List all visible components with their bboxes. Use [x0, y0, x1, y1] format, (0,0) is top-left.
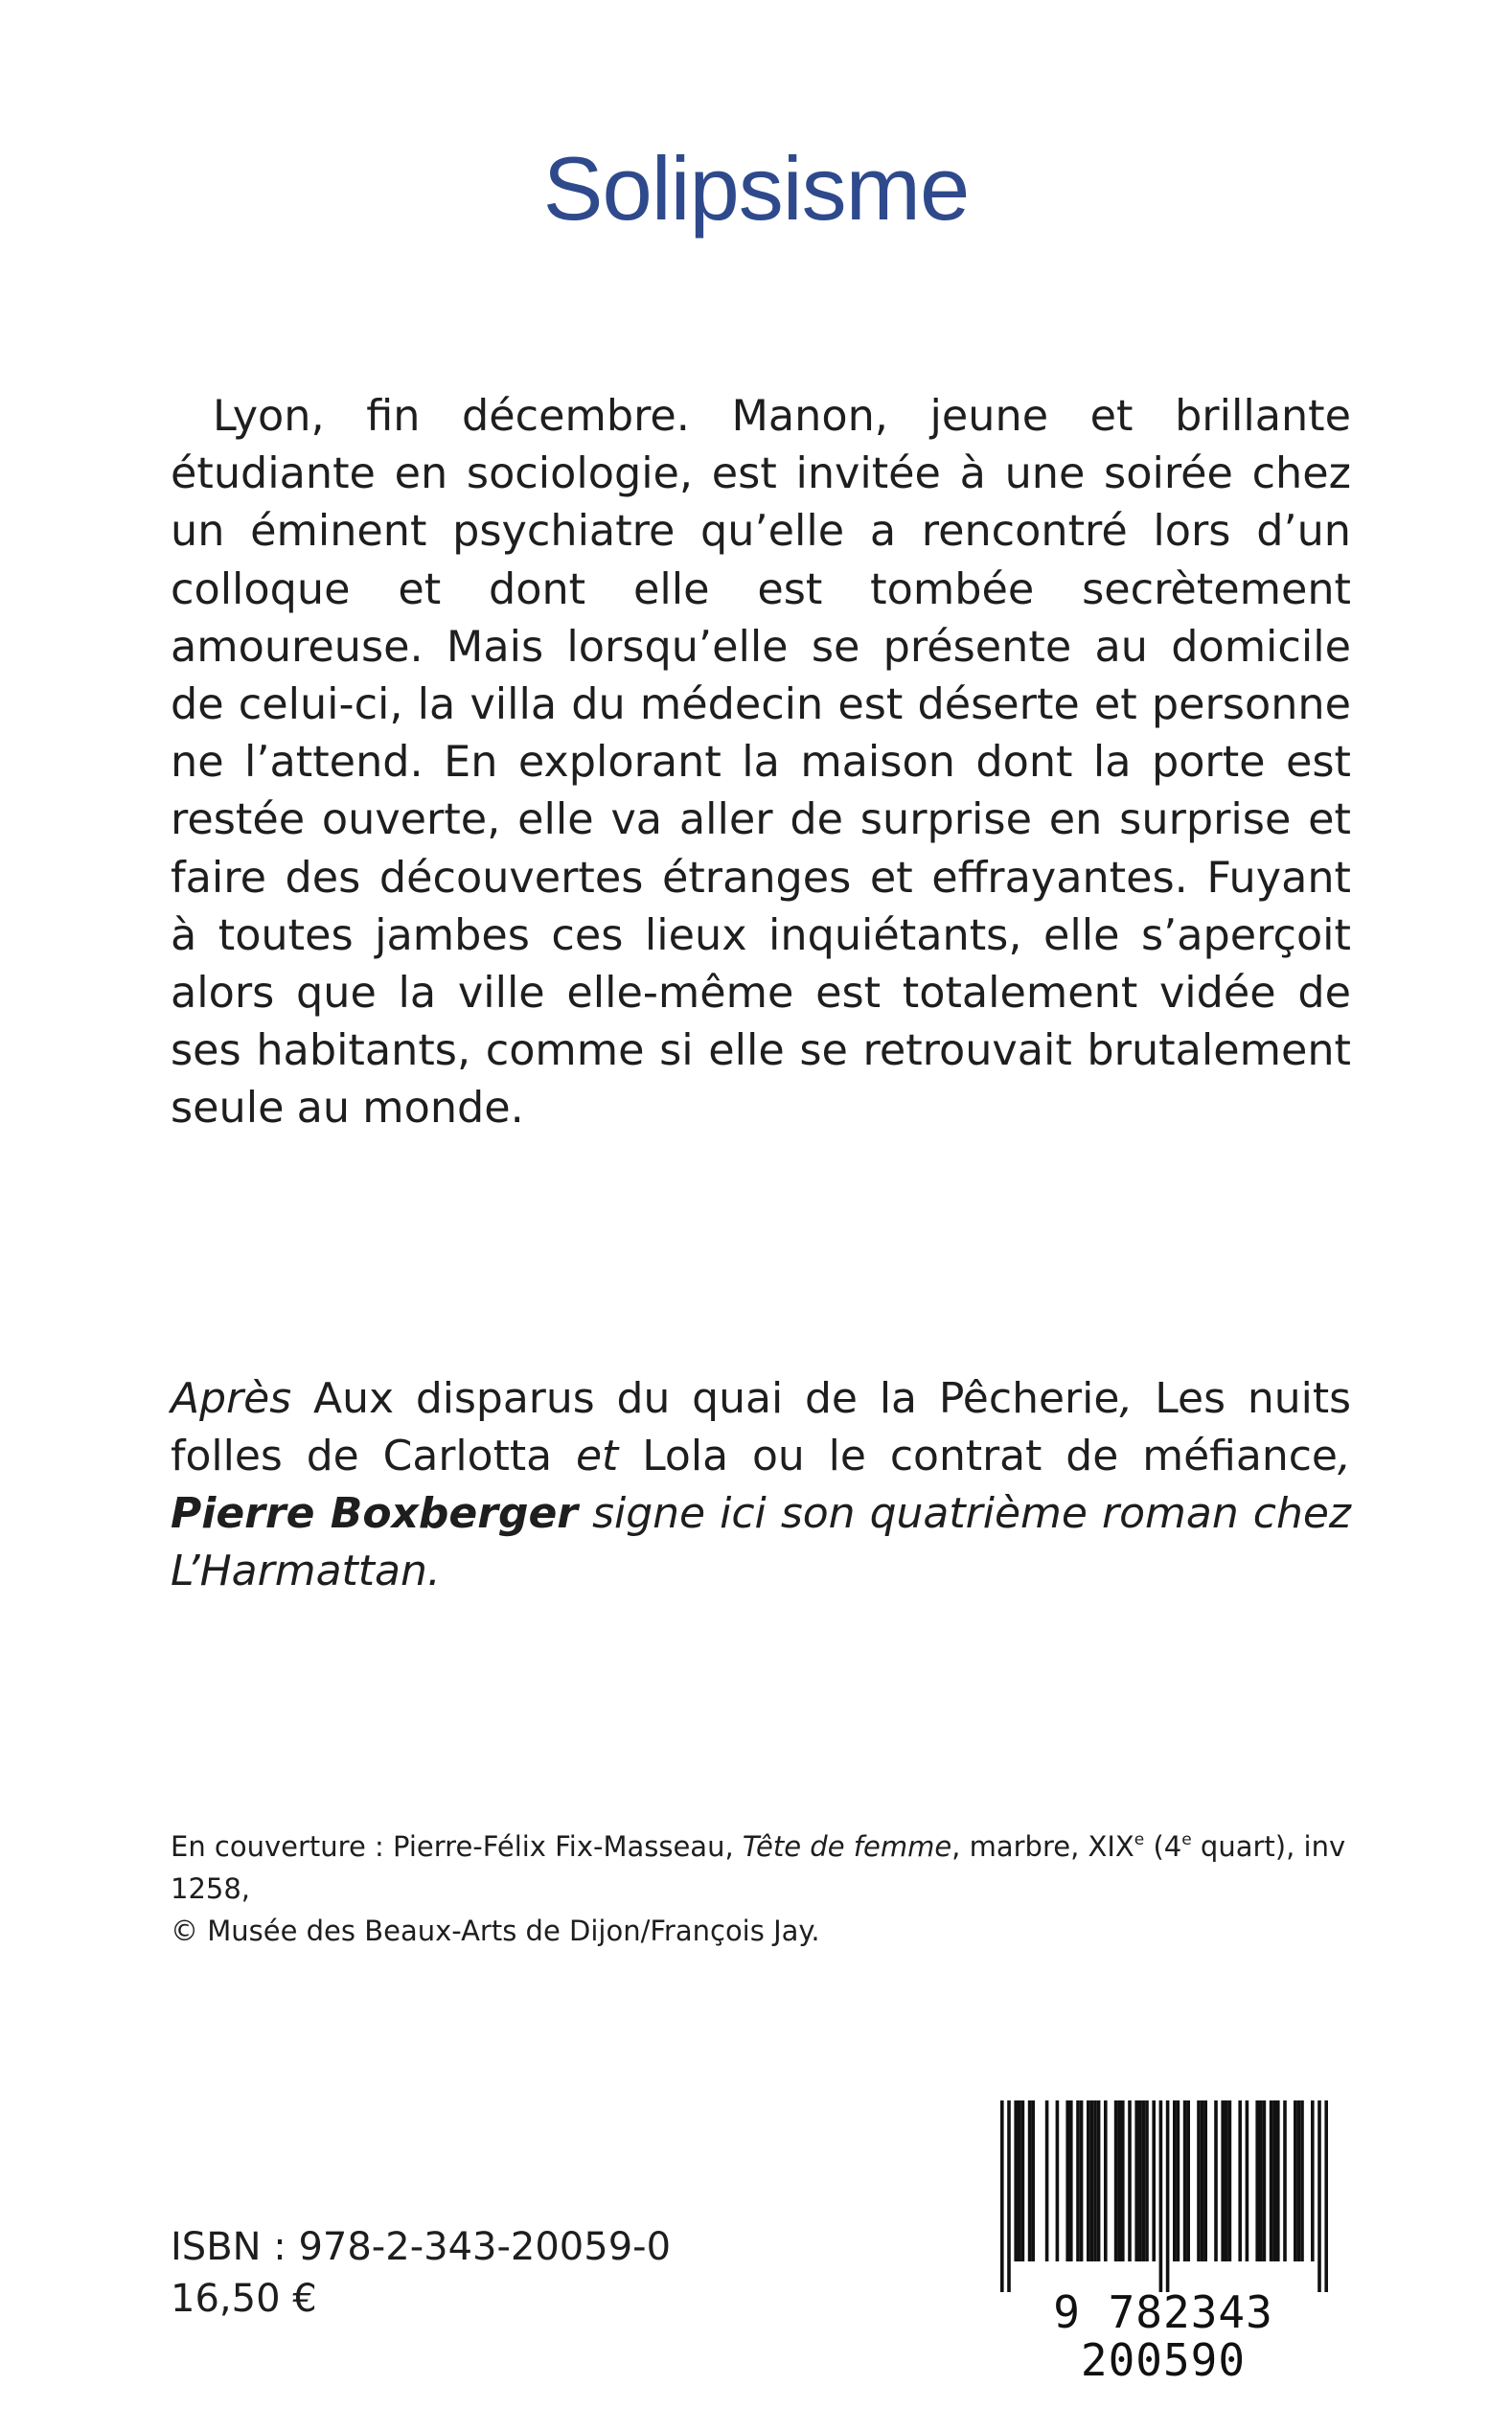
isbn-text: ISBN : 978-2-343-20059-0	[171, 2225, 672, 2269]
et-word: et	[575, 1432, 619, 1480]
barcode-bar	[1028, 2100, 1032, 2261]
barcode-bar	[1255, 2100, 1259, 2261]
barcode-bar	[1069, 2100, 1073, 2261]
barcode-bar	[1007, 2100, 1011, 2292]
barcode-bar	[1186, 2100, 1190, 2261]
barcode-bar	[1031, 2100, 1035, 2261]
barcode-bar	[1159, 2100, 1163, 2292]
author-note-tail: signe ici son quatrième roman chez L’Harmattan.	[171, 1489, 1351, 1595]
summary-paragraph: Lyon, fin décembre. Manon, jeune et brillante étudiante en sociologie, est invitée à une soirée chez un éminent psychiatre qu’elle a rencontré lors d’un colloque et dont elle est tombée secrètement amoureuse. Mais lorsqu’elle se présente au domicile de celui-ci, la villa du médecin est déserte et personne ne l’attend. En explorant la maison dont la porte est restée ouverte, elle va aller de surprise en surprise et faire des découvertes étranges et effrayantes. Fuyant à toutes jambes ces lieux inquiétants, elle s’aperçoit alors que la ville elle-même est totalement vidée de ses habitants, comme si elle se retrouvait brutalement seule au monde.	[171, 392, 1351, 1134]
credit-work-title: Tête de femme	[742, 1830, 952, 1863]
barcode-bar	[1152, 2100, 1156, 2261]
barcode-bar	[1263, 2100, 1267, 2261]
author-note	[171, 1370, 1351, 1600]
barcode-bar	[1283, 2100, 1287, 2261]
barcode-bar	[1183, 2100, 1187, 2261]
barcode-bar	[1138, 2100, 1142, 2261]
barcode-bar	[1270, 2100, 1273, 2261]
barcode-bar	[1045, 2100, 1049, 2261]
barcode-bar	[1201, 2100, 1204, 2261]
credit-sup-quarter: e	[1181, 1830, 1192, 1849]
barcode-bar	[1087, 2100, 1090, 2261]
barcode-bar	[1197, 2100, 1201, 2261]
cover-credit-line-1	[171, 1825, 1351, 1910]
barcode-bar	[1324, 2100, 1328, 2292]
credit-details-a: , marbre, XIX	[951, 1830, 1134, 1863]
previous-book-2: Les nuits folles de Carlotta	[171, 1374, 1352, 1480]
barcode-bar	[1311, 2100, 1315, 2261]
barcode-bar	[1000, 2100, 1004, 2292]
barcode-bar	[1090, 2100, 1094, 2261]
cover-credit	[171, 1825, 1351, 1952]
barcode-bar	[1056, 2100, 1060, 2261]
apres-word: Après	[171, 1374, 292, 1423]
barcode-bar	[1221, 2100, 1225, 2261]
barcode-bar	[1076, 2100, 1080, 2261]
barcode-bar	[1259, 2100, 1263, 2261]
comma-1: ,	[1119, 1374, 1134, 1423]
barcode-bar	[1134, 2100, 1138, 2261]
cover-credit-line-2: © Musée des Beaux-Arts de Dijon/François Jay.	[171, 1915, 820, 1947]
barcode-bar	[1228, 2100, 1232, 2261]
barcode-bar	[1300, 2100, 1304, 2261]
author-name: Pierre Boxberger	[171, 1489, 579, 1538]
barcode-bar	[1121, 2100, 1125, 2261]
barcode-bar	[1018, 2100, 1021, 2261]
barcode-bar	[1177, 2100, 1180, 2261]
previous-book-3: Lola ou le contrat de méfiance	[642, 1432, 1338, 1480]
barcode-bar	[1214, 2100, 1218, 2261]
comma-2: ,	[1337, 1432, 1351, 1480]
barcode-bar	[1145, 2100, 1149, 2261]
barcode-digits: 9 782343 200590	[1053, 2286, 1273, 2386]
barcode-bar	[1021, 2100, 1025, 2261]
barcode-bar	[1142, 2100, 1146, 2261]
barcode-bar	[1080, 2100, 1084, 2261]
barcode-bar	[1114, 2100, 1118, 2261]
barcode-bar	[1276, 2100, 1280, 2261]
barcode-bar	[1294, 2100, 1297, 2261]
credit-details-c: quart), inv 1258,	[171, 1830, 1346, 1905]
price-text: 16,50 €	[171, 2277, 317, 2321]
book-title: Solipsisme	[542, 138, 970, 239]
barcode-bar	[1166, 2100, 1170, 2292]
barcode-bar	[1203, 2100, 1207, 2261]
barcode-bar	[1117, 2100, 1121, 2261]
barcode-bar	[1317, 2100, 1321, 2292]
barcode-bar	[1246, 2100, 1249, 2261]
credit-details-b: (4	[1144, 1830, 1182, 1863]
barcode-bar	[1272, 2100, 1276, 2261]
barcode-bar	[1173, 2100, 1177, 2261]
credit-sup-century: e	[1134, 1830, 1145, 1849]
barcode-bar	[1128, 2100, 1132, 2261]
credit-prefix: En couverture : Pierre-Félix Fix-Masseau,	[171, 1830, 734, 1863]
barcode-bar	[1097, 2100, 1101, 2261]
barcode-bars-icon	[968, 2100, 1359, 2292]
barcode-bar	[1225, 2100, 1228, 2261]
barcode	[968, 2100, 1359, 2386]
barcode-bar	[1297, 2100, 1301, 2261]
barcode-bar	[1014, 2100, 1018, 2261]
previous-book-1: Aux disparus du quai de la Pêcherie	[312, 1374, 1120, 1423]
barcode-bar	[1065, 2100, 1069, 2261]
barcode-bar	[1238, 2100, 1242, 2261]
barcode-bar	[1093, 2100, 1097, 2261]
barcode-bar	[1104, 2100, 1108, 2261]
